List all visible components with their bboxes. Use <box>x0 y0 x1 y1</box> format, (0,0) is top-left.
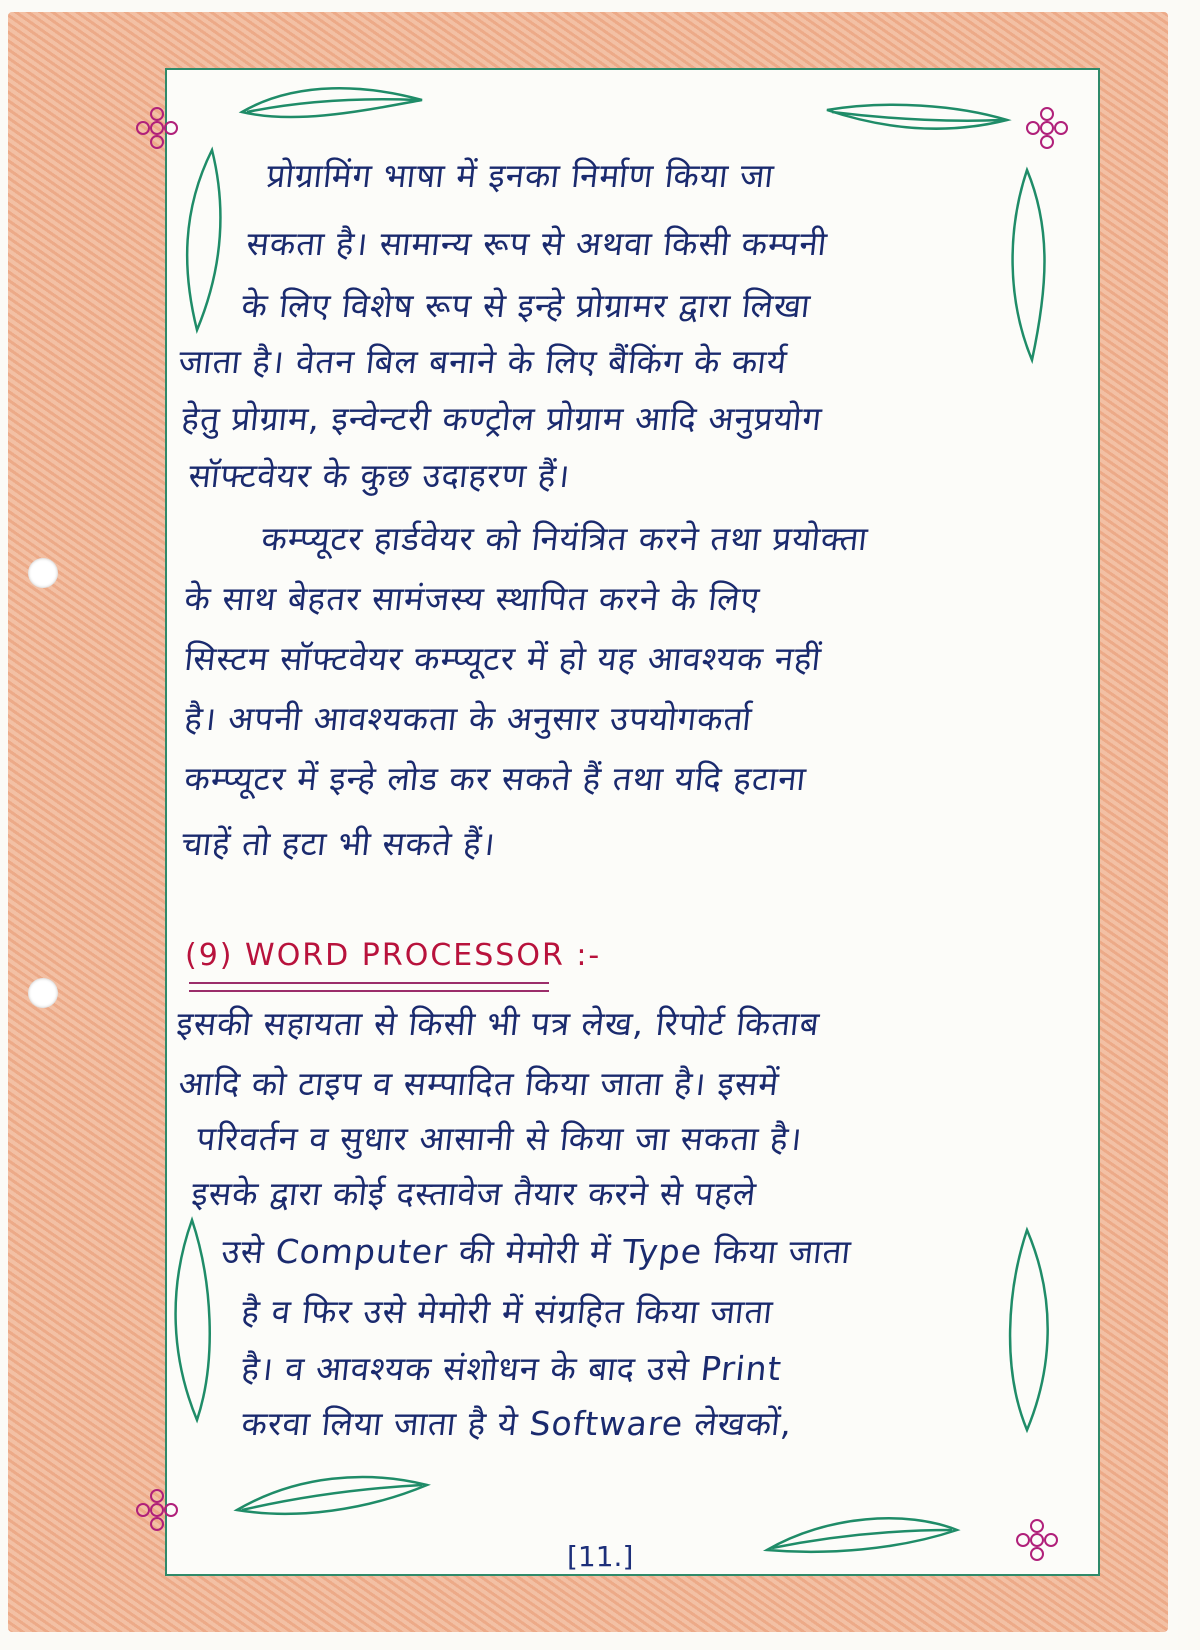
text-line: है व फिर उसे मेमोरी में संग्रहित किया जाता <box>239 1292 776 1331</box>
page-number: [11.] <box>567 1540 634 1573</box>
flower-icon <box>127 1480 187 1540</box>
text-line: सॉफ्टवेयर के कुछ उदाहरण हैं। <box>186 456 573 495</box>
punch-hole-icon <box>28 978 58 1008</box>
text-line: जाता है। वेतन बिल बनाने के लिए बैंकिंग के कार्य <box>176 342 790 381</box>
text-line: इसकी सहायता से किसी भी पत्र लेख, रिपोर्ट किताब <box>174 1004 822 1043</box>
section-heading: (9) WORD PROCESSOR :- <box>185 938 602 973</box>
flower-icon <box>1017 98 1077 158</box>
text-line: इसके द्वारा कोई दस्तावेज तैयार करने से पहले <box>189 1174 759 1213</box>
text-line: कम्प्यूटर हार्डवेयर को नियंत्रित करने तथा प्रयोक्ता <box>259 519 871 558</box>
punch-hole-icon <box>28 558 58 588</box>
text-line: है। अपनी आवश्यकता के अनुसार उपयोगकर्ता <box>182 699 755 738</box>
flower-icon <box>127 98 187 158</box>
text-line: के लिए विशेष रूप से इन्हे प्रोग्रामर द्वारा लिखा <box>239 286 813 325</box>
text-line: प्रोग्रामिंग भाषा में इनका निर्माण किया जा <box>264 156 777 195</box>
text-line: सकता है। सामान्य रूप से अथवा किसी कम्पनी <box>244 224 830 263</box>
text-line: कम्प्यूटर में इन्हे लोड कर सकते हैं तथा यदि हटाना <box>182 759 809 798</box>
text-line: उसे Computer की मेमोरी में Type किया जाता <box>219 1232 854 1271</box>
content-frame <box>165 68 1100 1576</box>
text-line: हेतु प्रोग्राम, इन्वेन्टरी कण्ट्रोल प्रोग्राम आदि अनुप्रयोग <box>179 399 825 438</box>
text-line: चाहें तो हटा भी सकते हैं। <box>179 824 498 863</box>
text-line: है। व आवश्यक संशोधन के बाद उसे Print <box>239 1349 784 1388</box>
text-line: परिवर्तन व सुधार आसानी से किया जा सकता है। <box>194 1119 805 1158</box>
heading-underline <box>189 982 549 992</box>
flower-icon <box>1007 1510 1067 1570</box>
text-line: करवा लिया जाता है ये Software लेखकों, <box>239 1404 795 1443</box>
text-line: आदि को टाइप व सम्पादित किया जाता है। इसमें <box>176 1064 782 1103</box>
text-line: के साथ बेहतर सामंजस्य स्थापित करने के लिए <box>182 579 762 618</box>
text-line: सिस्टम सॉफ्टवेयर कम्प्यूटर में हो यह आवश्यक नहीं <box>182 639 824 678</box>
